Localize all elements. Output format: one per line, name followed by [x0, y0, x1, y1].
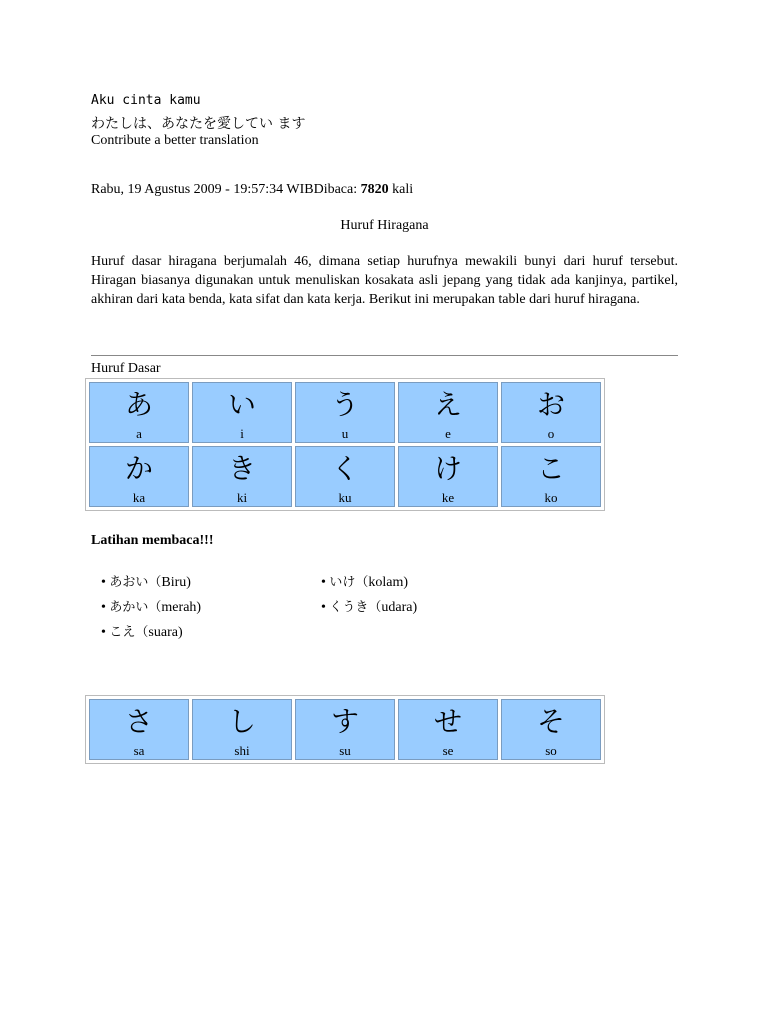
romaji: ki	[236, 490, 248, 505]
practice-meaning: kolam)	[368, 575, 409, 590]
date-text: Rabu, 19 Agustus 2009 - 19:57:34 WIBDibaca:	[91, 182, 361, 197]
practice-meaning: merah)	[161, 600, 202, 615]
kana-char: く	[330, 452, 359, 485]
kana-char: い	[227, 388, 256, 421]
romaji: i	[240, 426, 244, 441]
article-meta	[91, 182, 413, 198]
kana-char: し	[227, 705, 256, 738]
bullet: •	[321, 600, 330, 615]
table-row	[89, 382, 601, 443]
read-suffix: kali	[388, 182, 414, 197]
kana-cell	[89, 382, 189, 443]
practice-meaning: Biru)	[161, 575, 191, 590]
kana-char: か	[124, 452, 153, 485]
practice-kana: いけ（	[329, 575, 369, 590]
practice-item	[321, 571, 408, 591]
practice-kana: こえ（	[109, 625, 149, 640]
article-paragraph: Huruf dasar hiragana berjumalah 46, dimana setiap hurufnya mewakili bunyi dari huruf tersebut. Hiragan biasanya digunakan untuk menuliskan kosakata asli jepang yang tidak ada kanjinya, partikel, akhiran dari kata benda, kata sifat dan kata kerja. Berikut ini merupakan table dari huruf hiragana.	[91, 254, 678, 307]
kana-cell	[398, 699, 498, 760]
kana-char: お	[536, 388, 565, 421]
romaji: su	[339, 743, 351, 758]
kana-char: き	[227, 452, 256, 485]
practice-meaning: suara)	[148, 625, 183, 640]
romaji: ku	[338, 490, 352, 505]
bullet: •	[321, 575, 330, 590]
kana-cell	[398, 446, 498, 507]
kana-cell	[501, 382, 601, 443]
kana-cell	[501, 699, 601, 760]
read-count: 7820	[360, 182, 389, 197]
kana-cell	[89, 699, 189, 760]
kana-char: あ	[124, 388, 153, 421]
kana-cell	[89, 446, 189, 507]
romaji: so	[545, 743, 557, 758]
kana-char: さ	[124, 705, 153, 738]
practice-item	[321, 596, 417, 616]
romaji: ka	[132, 490, 146, 505]
kana-char: せ	[433, 705, 462, 738]
source-phrase: Aku cinta kamu	[91, 93, 201, 108]
practice-kana: あおい（	[109, 575, 162, 590]
romaji: a	[136, 426, 142, 441]
kana-cell	[192, 382, 292, 443]
romaji: e	[445, 426, 451, 441]
japanese-translation: わたしは、あなたを愛してい ます	[91, 116, 306, 132]
kana-cell	[295, 699, 395, 760]
kana-char: こ	[536, 452, 565, 485]
kana-char: け	[433, 452, 462, 485]
romaji: o	[547, 426, 555, 441]
kana-char: え	[433, 388, 462, 421]
romaji: u	[341, 426, 349, 441]
practice-item	[101, 621, 183, 641]
practice-kana: あかい（	[109, 600, 162, 615]
hiragana-table-sa	[85, 695, 605, 764]
romaji: sa	[133, 743, 145, 758]
article-title: Huruf Hiragana	[340, 218, 429, 233]
kana-cell	[295, 382, 395, 443]
practice-heading: Latihan membaca!!!	[91, 533, 214, 548]
kana-cell	[192, 446, 292, 507]
practice-item	[101, 571, 191, 591]
kana-char: そ	[536, 705, 565, 738]
kana-char: す	[330, 705, 359, 738]
practice-meaning: udara)	[381, 600, 418, 615]
section-label: Huruf Dasar	[91, 361, 161, 376]
romaji: ke	[441, 490, 455, 505]
kana-cell	[295, 446, 395, 507]
bullet: •	[101, 600, 110, 615]
romaji: shi	[234, 743, 250, 758]
kana-cell	[501, 446, 601, 507]
practice-item	[101, 596, 201, 616]
kana-cell	[398, 382, 498, 443]
kana-char: う	[330, 388, 359, 421]
contribute-link[interactable]: Contribute a better translation	[91, 133, 259, 148]
table-row	[89, 699, 601, 760]
hiragana-table-basic	[85, 378, 605, 511]
table-row	[89, 446, 601, 507]
romaji: ko	[544, 490, 558, 505]
bullet: •	[101, 625, 110, 640]
divider	[91, 355, 678, 356]
practice-kana: くうき（	[329, 600, 382, 615]
kana-cell	[192, 699, 292, 760]
romaji: se	[442, 743, 454, 758]
bullet: •	[101, 575, 110, 590]
